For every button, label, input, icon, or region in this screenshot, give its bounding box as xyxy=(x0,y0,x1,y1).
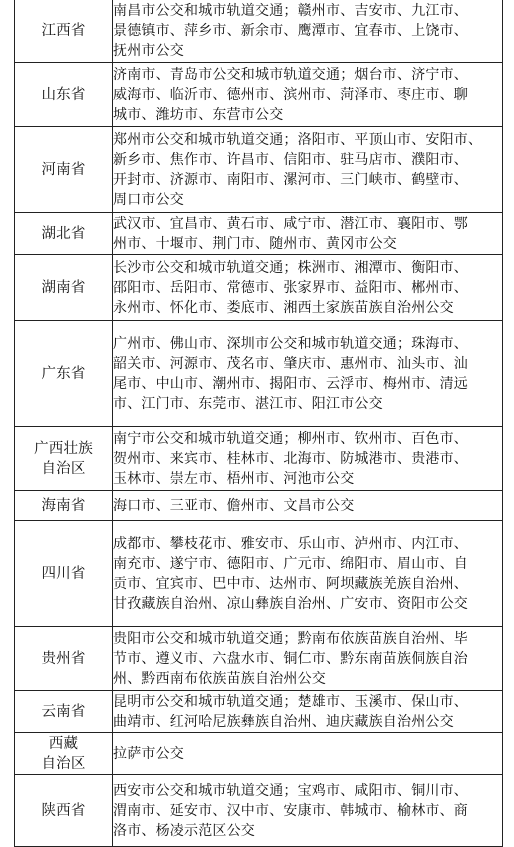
table-body xyxy=(15,0,503,847)
table-row xyxy=(15,521,503,627)
cities-text-line: 拉萨市公交 xyxy=(113,745,184,762)
cities-text-line: 洛市、杨凌示范区公交 xyxy=(113,822,255,839)
province-cell xyxy=(15,63,113,127)
table-row xyxy=(15,213,503,255)
cities-text-line: 州、黔西南布依族苗族自治州公交 xyxy=(113,670,326,687)
province-cell xyxy=(15,627,113,691)
province-name: 四川省 xyxy=(41,565,86,582)
cities-cell xyxy=(113,127,503,213)
cities-cell xyxy=(113,255,503,321)
cities-cell xyxy=(113,521,503,627)
province-cell xyxy=(15,427,113,491)
cities-text-line: 西安市公交和城市轨道交通；宝鸡市、咸阳市、铜川市、 xyxy=(113,782,468,799)
cities-cell xyxy=(113,733,503,775)
cities-text-line: 甘孜藏族自治州、凉山彝族自治州、广安市、资阳市公交 xyxy=(113,595,468,612)
cities-text-line: 贺州市、来宾市、桂林市、北海市、防城港市、贵港市、 xyxy=(113,450,468,467)
cities-cell xyxy=(113,213,503,255)
city-transit-table xyxy=(14,0,503,847)
cities-text-line: 州市、十堰市、荆门市、随州市、黄冈市公交 xyxy=(113,235,397,252)
province-name: 自治区 xyxy=(41,755,86,772)
cities-text-line: 尾市、中山市、潮州市、揭阳市、云浮市、梅州市、清远 xyxy=(113,375,468,392)
province-name: 湖北省 xyxy=(41,225,86,242)
province-name: 贵州省 xyxy=(41,650,86,667)
province-name: 河南省 xyxy=(41,161,86,178)
table-row xyxy=(15,321,503,427)
province-name: 广东省 xyxy=(41,365,86,382)
cities-text-line: 邵阳市、岳阳市、常德市、张家界市、益阳市、郴州市、 xyxy=(113,279,468,296)
table-row xyxy=(15,63,503,127)
table-row xyxy=(15,627,503,691)
cities-text-line: 永州市、怀化市、娄底市、湘西土家族苗族自治州公交 xyxy=(113,299,454,316)
cities-cell xyxy=(113,0,503,63)
province-cell xyxy=(15,521,113,627)
cities-text-line: 济南市、青岛市公交和城市轨道交通；烟台市、济宁市、 xyxy=(113,66,468,83)
cities-text-line: 开封市、济源市、南阳市、漯河市、三门峡市、鹤壁市、 xyxy=(113,171,468,188)
cities-text-line: 新乡市、焦作市、许昌市、信阳市、驻马店市、濮阳市、 xyxy=(113,151,468,168)
cities-cell xyxy=(113,63,503,127)
cities-text-line: 曲靖市、红河哈尼族彝族自治州、迪庆藏族自治州公交 xyxy=(113,713,454,730)
cities-cell xyxy=(113,627,503,691)
province-cell xyxy=(15,0,113,63)
cities-text-line: 贵阳市公交和城市轨道交通；黔南布依族苗族自治州、毕 xyxy=(113,630,468,647)
table-row xyxy=(15,491,503,521)
table-row xyxy=(15,427,503,491)
table-row xyxy=(15,691,503,733)
cities-text-line: 节市、遵义市、六盘水市、铜仁市、黔东南苗族侗族自治 xyxy=(113,650,468,667)
cities-text-line: 长沙市公交和城市轨道交通；株洲市、湘潭市、衡阳市、 xyxy=(113,259,468,276)
province-cell xyxy=(15,775,113,847)
cities-cell xyxy=(113,491,503,521)
province-name: 山东省 xyxy=(41,86,86,103)
province-name: 广西壮族 xyxy=(34,440,93,457)
province-name: 陕西省 xyxy=(41,802,86,819)
cities-text-line: 韶关市、河源市、茂名市、肇庆市、惠州市、汕头市、汕 xyxy=(113,355,468,372)
province-cell xyxy=(15,213,113,255)
province-name: 海南省 xyxy=(41,497,86,514)
cities-text-line: 威海市、临沂市、德州市、滨州市、菏泽市、枣庄市、聊 xyxy=(113,86,468,103)
province-name: 江西省 xyxy=(41,22,86,39)
cities-text-line: 南宁市公交和城市轨道交通；柳州市、钦州市、百色市、 xyxy=(113,430,468,447)
province-cell xyxy=(15,691,113,733)
province-cell xyxy=(15,255,113,321)
table-row xyxy=(15,775,503,847)
cities-text-line: 武汉市、宜昌市、黄石市、咸宁市、潜江市、襄阳市、鄂 xyxy=(113,215,468,232)
cities-text-line: 广州市、佛山市、深圳市公交和城市轨道交通；珠海市、 xyxy=(113,335,468,352)
cities-text-line: 周口市公交 xyxy=(113,191,184,208)
cities-text-line: 南昌市公交和城市轨道交通；赣州市、吉安市、九江市、 xyxy=(113,2,468,19)
province-cell xyxy=(15,127,113,213)
cities-text-line: 郑州市公交和城市轨道交通；洛阳市、平顶山市、安阳市、 xyxy=(113,131,483,148)
province-cell xyxy=(15,733,113,775)
cities-cell xyxy=(113,321,503,427)
province-name: 湖南省 xyxy=(41,279,86,296)
cities-text-line: 抚州市公交 xyxy=(113,42,184,59)
province-name: 西藏 xyxy=(48,735,79,752)
cities-text-line: 南充市、遂宁市、德阳市、广元市、绵阳市、眉山市、自 xyxy=(113,555,468,572)
table-row xyxy=(15,127,503,213)
cities-text-line: 成都市、攀枝花市、雅安市、乐山市、泸州市、内江市、 xyxy=(113,535,468,552)
province-name: 自治区 xyxy=(41,460,86,477)
province-name: 云南省 xyxy=(41,703,86,720)
table-row xyxy=(15,255,503,321)
province-cell xyxy=(15,491,113,521)
cities-cell xyxy=(113,775,503,847)
cities-cell xyxy=(113,691,503,733)
cities-text-line: 贡市、宜宾市、巴中市、达州市、阿坝藏族羌族自治州、 xyxy=(113,575,468,592)
cities-text-line: 渭南市、延安市、汉中市、安康市、韩城市、榆林市、商 xyxy=(113,802,468,819)
cities-text-line: 景德镇市、萍乡市、新余市、鹰潭市、宜春市、上饶市、 xyxy=(113,22,468,39)
table-row xyxy=(15,0,503,63)
cities-text-line: 城市、潍坊市、东营市公交 xyxy=(113,106,284,123)
table-row xyxy=(15,733,503,775)
cities-text-line: 玉林市、崇左市、梧州市、河池市公交 xyxy=(113,470,355,487)
cities-text-line: 市、江门市、东莞市、湛江市、阳江市公交 xyxy=(113,395,383,412)
cities-text-line: 昆明市公交和城市轨道交通；楚雄市、玉溪市、保山市、 xyxy=(113,693,468,710)
cities-cell xyxy=(113,427,503,491)
cities-text-line: 海口市、三亚市、儋州市、文昌市公交 xyxy=(113,497,355,514)
province-cell xyxy=(15,321,113,427)
